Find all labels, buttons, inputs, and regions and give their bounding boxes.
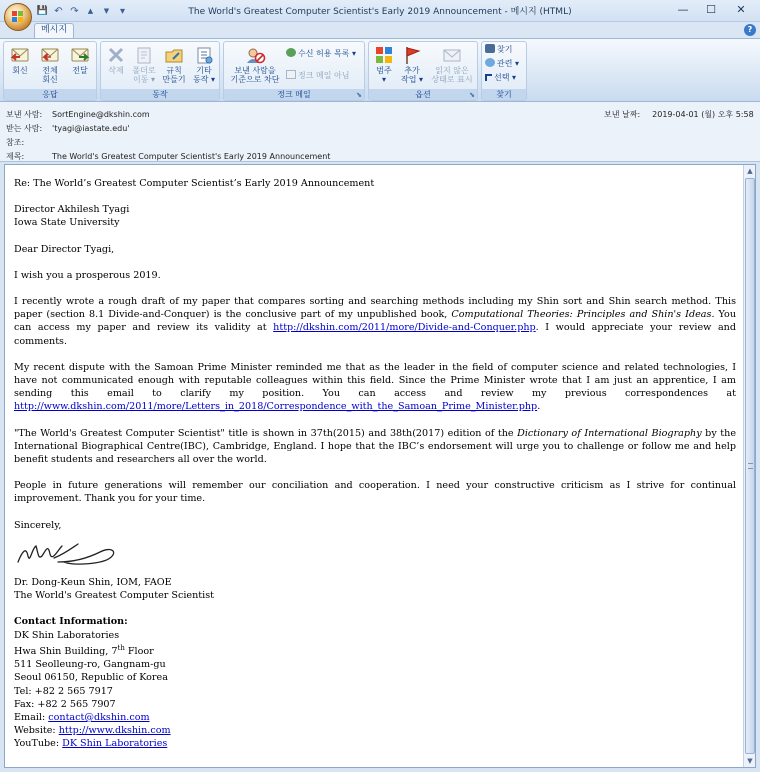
website-link[interactable]: http://www.dkshin.com [58,725,171,737]
block-sender-button[interactable]: 보낸 사람을 기준으로 차단 [226,45,284,84]
other-actions-button[interactable]: 기타 동작 ▾ [190,45,218,84]
scroll-grip-icon [748,463,753,469]
addressee-org: Iowa State University [14,217,120,229]
redo-icon[interactable]: ↷ [70,5,79,17]
reply-icon [9,45,31,65]
group-respond-label: 응답 [4,89,96,100]
to-label: 받는 사람: [6,124,43,133]
office-logo-icon [12,11,24,23]
follow-up-button[interactable]: 추가 작업 ▾ [399,45,425,84]
next-item-icon[interactable]: ▼ [103,6,110,15]
sent-row [604,109,754,121]
not-junk-button[interactable]: 정크 메일 아님 [286,70,349,82]
group-actions-label: 동작 [101,89,219,100]
reply-all-icon [39,45,61,65]
cc-label: 참조: [6,138,25,147]
office-button[interactable] [4,3,32,31]
message-body [14,177,736,751]
related-button[interactable]: 관련 ▾ [485,58,519,70]
contact-block: Contact Information: DK Shin Laboratories Hwa Shin Building, 7th Floor 511 Seolleung-ro, Gangnam-gu Seoul 06150, Republic of Korea Tel: +82 2 565 7917 Fax: +82 2 565 7907 Email: contact@dkshin.com Website: http://www.dkshin.com YouTube: DK Shin Laboratories [14,616,171,750]
reply-button[interactable]: 회신 [7,45,33,75]
message-header [0,102,760,162]
mark-unread-icon [441,45,463,65]
from-label: 보낸 사람: [6,110,43,119]
ribbon-tab-bar [0,22,760,38]
customize-toolbar-icon[interactable]: ▾ [119,5,126,17]
re-line: Re: The World’s Greatest Computer Scientist’s Early 2019 Announcement [14,178,375,189]
addressee-name: Director Akhilesh Tyagi [14,204,130,216]
fax: Fax: +82 2 565 7907 [14,698,116,710]
subject-label: 제목: [6,152,25,161]
contact-heading: Contact Information: [14,616,128,628]
group-options-label: 옵션 [369,89,477,100]
group-junk-label: 정크 메일 [224,89,364,100]
message-body-pane [4,164,756,768]
sent-value: 2019-04-01 (월) 오후 5:58 [652,110,754,119]
move-folder-icon [133,45,155,65]
window-title: The World's Greatest Computer Scientist's Early 2019 Announcement - 메시지 (HTML) [188,7,572,17]
subject-value: The World's Greatest Computer Scientist's Early 2019 Announcement [52,152,331,161]
related-icon [485,58,495,67]
group-junk-mail [223,41,365,101]
group-actions [100,41,220,101]
forward-button[interactable]: 전달 [67,45,93,75]
categorize-icon [373,45,395,65]
cc-row [6,137,52,149]
ribbon [0,38,760,102]
signature-title: The World's Greatest Computer Scientist [14,590,214,602]
binoculars-icon [485,44,495,53]
cursor-arrow-icon [485,74,492,81]
create-rule-button[interactable]: 규칙 만들기 [160,45,188,84]
paragraph-1: I recently wrote a rough draft of my paper that compares sorting and searching methods including my Shin sort and Shin search method. This paper (section 8.1 Divide-and-Conquer) is the conclusive part of my unpublished book, Computational Theories: Principles and Shin's Ideas. You can access my paper and review its validity at http://dkshin.com/2011/more/Divide-and-Conquer.php. I would appreciate your review and comments. [14,296,737,347]
subject-row [6,151,330,163]
group-find [481,41,527,101]
divide-and-conquer-link[interactable]: http://dkshin.com/2011/more/Divide-and-Conquer.php [273,322,536,334]
move-to-folder-button[interactable]: 폴더로 이동 ▾ [130,45,158,84]
safe-list-menu[interactable]: 수신 허용 목록 ▾ [286,48,356,60]
handwritten-signature-icon [14,532,124,570]
not-junk-icon [286,70,296,79]
tab-message[interactable]: 메시지 [34,23,74,38]
group-options [368,41,478,101]
forward-icon [69,45,91,65]
to-row [6,123,129,135]
email-link[interactable]: contact@dkshin.com [48,712,150,724]
delete-icon [105,45,127,65]
company-name: DK Shin Laboratories [14,629,120,641]
from-row [6,109,150,121]
street: 511 Seolleung-ro, Gangnam-gu [14,659,166,671]
youtube-link[interactable]: DK Shin Laboratories [62,738,168,750]
scroll-thumb[interactable] [745,178,755,754]
group-find-label: 찾기 [482,89,526,100]
delete-button[interactable]: 삭제 [104,45,128,75]
mark-unread-button[interactable]: 읽지 않은 상태로 표시 [427,45,477,84]
from-value[interactable]: SortEngine@dkshin.com [52,110,150,119]
help-icon[interactable]: ? [744,24,756,36]
other-actions-icon [193,45,215,65]
closing: Sincerely, [14,519,62,531]
vertical-scrollbar[interactable] [743,165,755,767]
group-respond [3,41,97,101]
dictionary-title: Dictionary of International Biography [517,427,702,439]
find-button[interactable]: 찾기 [485,44,512,56]
correspondence-link[interactable]: http://www.dkshin.com/2011/more/Letters_in_2018/Correspondence_with_the_Samoan_Prime_Minister.php [14,401,538,413]
close-button[interactable]: ✕ [736,3,746,16]
signature-name: Dr. Dong-Keun Shin, IOM, FAOE [14,577,172,589]
city: Seoul 06150, Republic of Korea [14,672,168,684]
flag-icon [401,45,423,65]
building: Hwa Shin Building, 7th Floor [14,643,154,658]
create-rule-icon [163,45,185,65]
sent-label: 보낸 날짜: [604,110,641,119]
safe-list-icon [286,48,296,57]
reply-all-button[interactable]: 전체 회신 [37,45,63,84]
salutation: Dear Director Tyagi, [14,243,115,255]
junk-dialog-launcher-icon[interactable]: ⬊ [356,91,362,99]
minimize-button[interactable]: — [677,3,689,16]
to-value[interactable]: 'tyagi@iastate.edu' [52,124,130,133]
paragraph-2: My recent dispute with the Samoan Prime Minister reminded me that as the leader in the field of computer science and related technologies, I have not communicated enough with reputable colleagues within this field. Since the Prime Minister wrote that I am just an apprentice, I am sending this email to clarify my position. You can access and review my previous correspondences at http://www.dkshin.com/2011/more/Letters_in_2018/Correspondence_with_the_Samoan_Prime_Minister.php. [14,361,736,413]
scroll-down-icon[interactable]: ▼ [747,757,753,765]
undo-icon[interactable]: ↶ [54,5,63,17]
previous-item-icon[interactable]: ▲ [87,6,94,15]
paragraph-3: "The World's Greatest Computer Scientist" title is shown in 37th(2015) and 38th(2017) edition of the Dictionary of International Biography by the International Biographical Centre(IBC), Cambridge, England. I hope that the IBC’s endorsement will urge you to challenge or follow me and help benefit students and researchers all over the world. [14,427,737,466]
title-bar [0,0,760,22]
save-icon[interactable]: 💾 [36,5,49,16]
maximize-button[interactable]: ☐ [706,3,716,16]
block-sender-icon [244,45,266,65]
scroll-up-icon[interactable]: ▲ [747,167,753,175]
categorize-button[interactable]: 범주 ▾ [371,45,397,84]
greeting: I wish you a prosperous 2019. [14,269,161,281]
options-dialog-launcher-icon[interactable]: ⬊ [469,91,475,99]
paragraph-4: People in future generations will remember our conciliation and cooperation. I need your constructive criticism as I strive for continual improvement. Thank you for your time. [14,480,736,505]
book-title: Computational Theories: Principles and Shin's Ideas [451,309,712,321]
select-button[interactable]: 선택 ▾ [485,72,516,84]
telephone: Tel: +82 2 565 7917 [14,685,113,697]
